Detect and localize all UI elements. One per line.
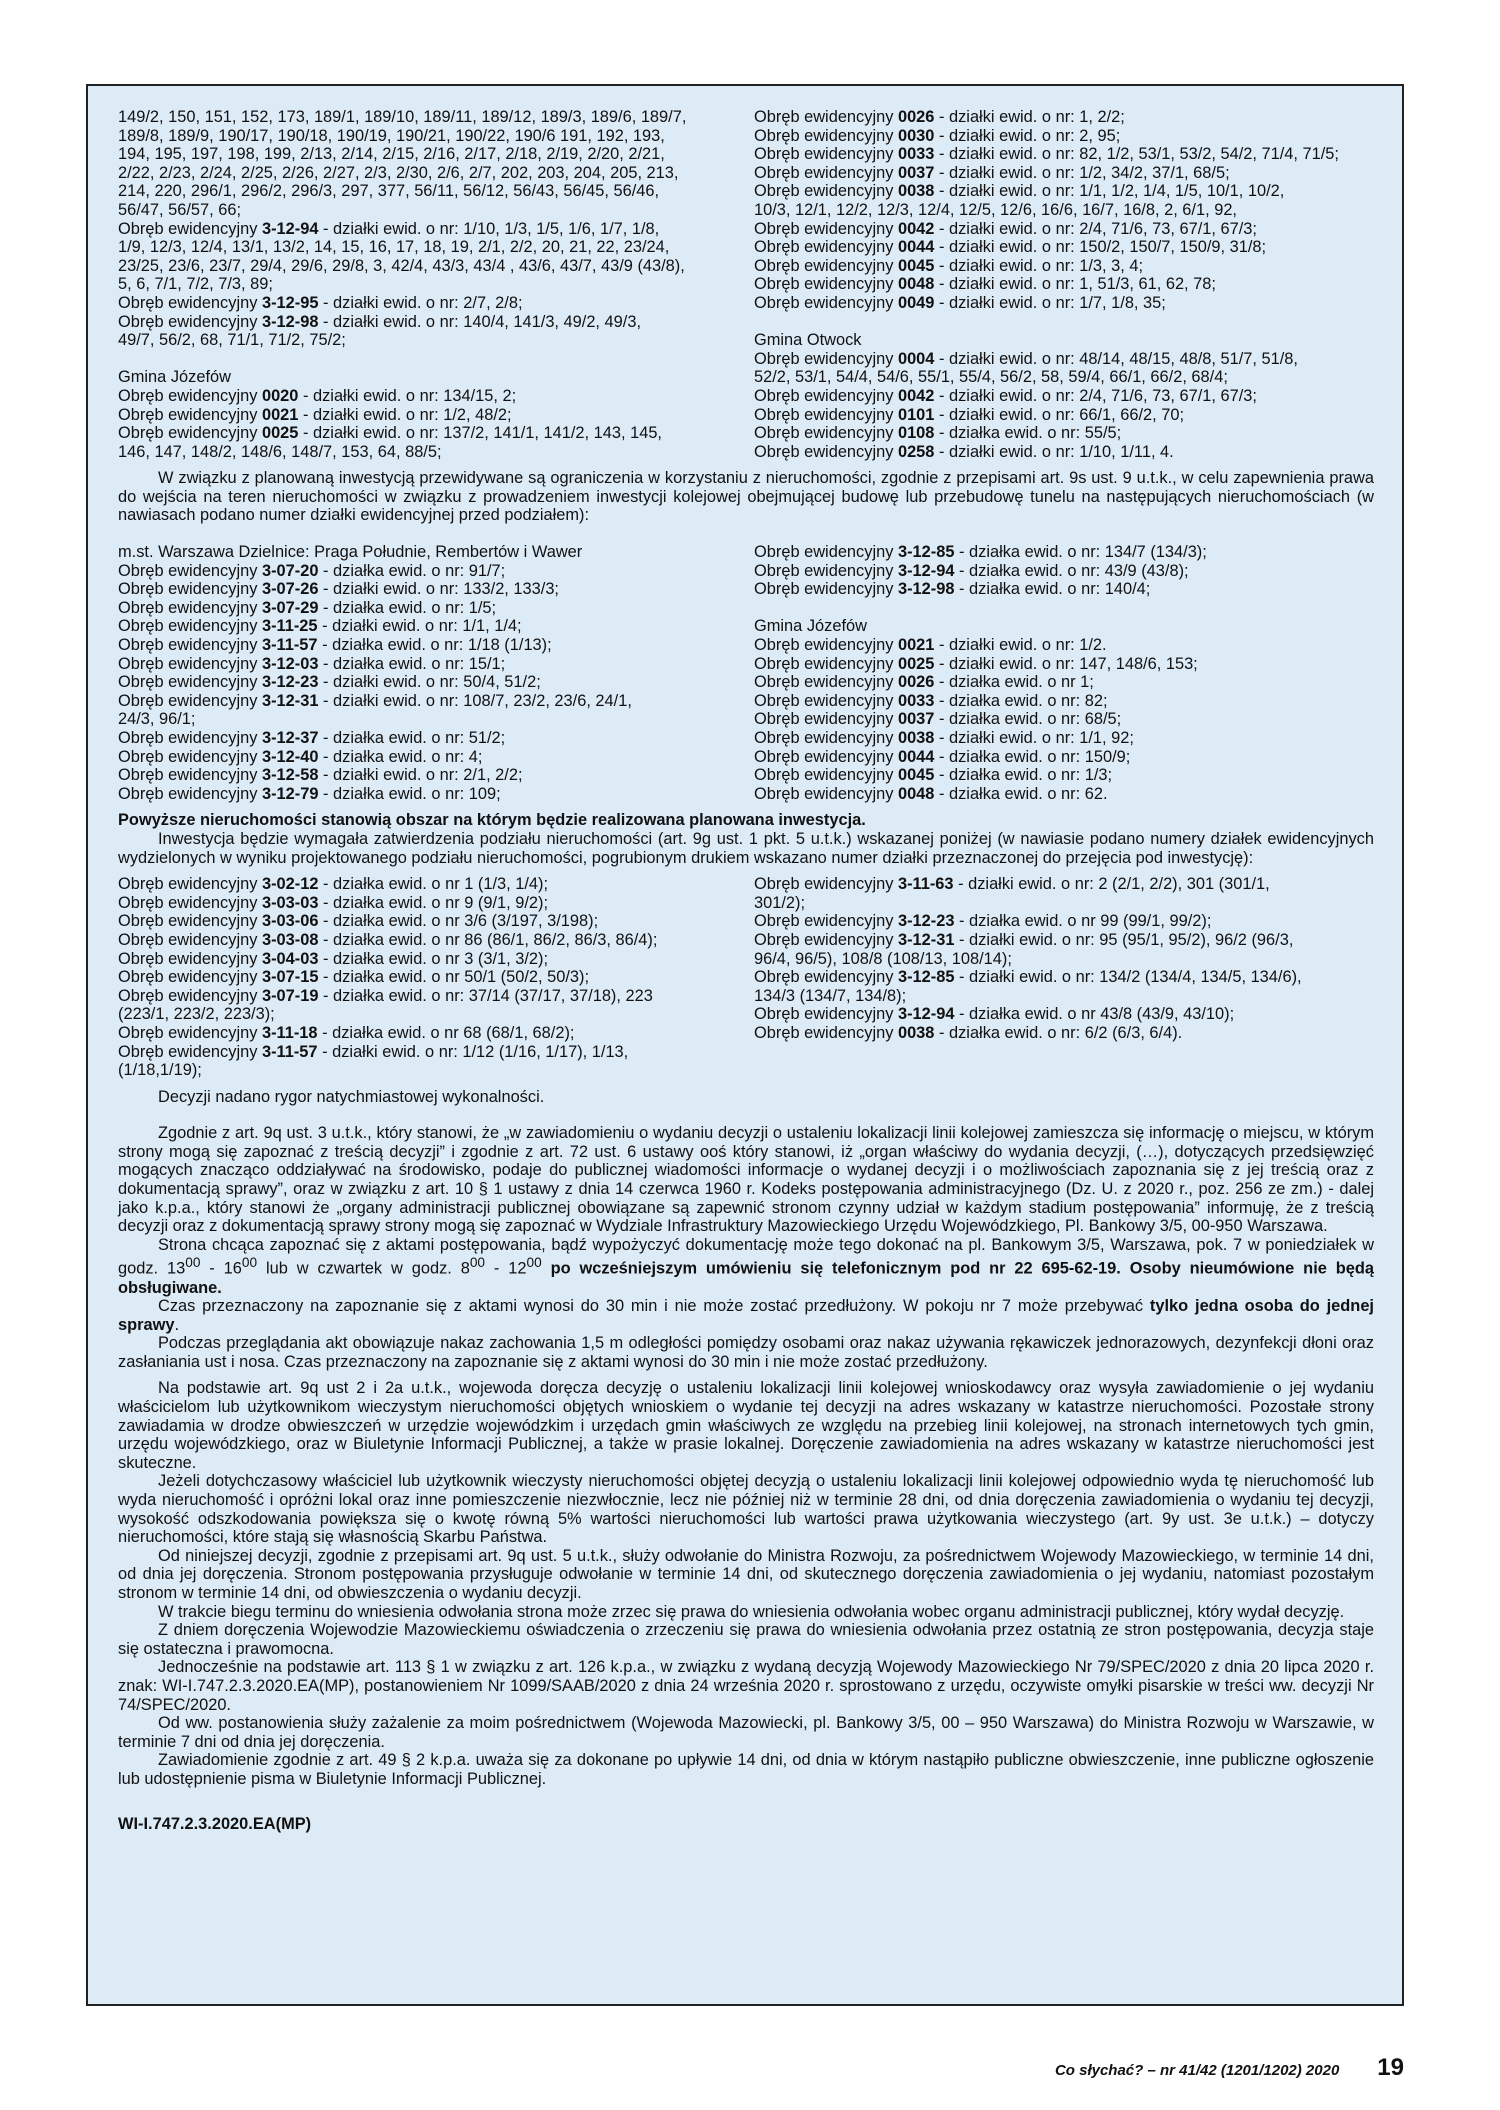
- plot-list-line: Obręb ewidencyjny 0048 - działki ewid. o nr: 1, 51/3, 61, 62, 78;: [754, 275, 1216, 294]
- paragraph-final-decision: Z dniem doręczenia Wojewodzie Mazowieckiemu oświadczenia o zrzeczeniu się prawa do wniesienia odwołania przez ostatnią ze stron postępowania, decyzja staje się ostateczna i prawomocna.: [118, 1621, 1374, 1658]
- plot-list-line: Obręb ewidencyjny 0042 - działki ewid. o nr: 2/4, 71/6, 73, 67/1, 67/3;: [754, 219, 1257, 238]
- plot-list-line: Obręb ewidencyjny 3-12-37 - działka ewid. o nr: 51/2;: [118, 729, 506, 747]
- plot-list-line: Obręb ewidencyjny 0038 - działka ewid. o nr: 6/2 (6/3, 6/4).: [754, 1023, 1183, 1042]
- plot-list-line: [118, 350, 738, 369]
- plot-list-line: Obręb ewidencyjny 3-11-63 - działki ewid. o nr: 2 (2/1, 2/2), 301 (301/1,: [754, 875, 1270, 894]
- paragraph-time-limit: [118, 1297, 1374, 1334]
- plot-list-line: Obręb ewidencyjny 3-07-29 - działka ewid. o nr: 1/5;: [118, 598, 497, 617]
- plot-list-line: Obręb ewidencyjny 0045 - działki ewid. o nr: 1/3, 3, 4;: [754, 256, 1144, 275]
- paragraph-access-info: Zgodnie z art. 9q ust. 3 u.t.k., który stanowi, że „w zawiadomieniu o wydaniu decyzji o ustaleniu lokalizacji linii kolejowej zamieszcza się informację o miejscu, w którym strony mogą się zapoznać z treścią decyzji” i zgodnie z art. 72 ust. 6 ustawy ooś który stanowi, iż „organ właściwy do wydania decyzji, (…), dotyczących przedsięwzięć mogących znacząco oddziaływać na środowisko, podaje do publicznej wiadomości informacje o wydanej decyzji i o możliwościach zapoznania się z jej treścią oraz z dokumentacją sprawy”, oraz w związku z art. 10 § 1 ustawy z dnia 14 czerwca 1960 r. Kodeks postępowania administracyjnego (Dz. U. z 2020 r., poz. 256 ze zm.) - dalej jako k.p.a., który stanowi że „organy administracji publicznej obowiązane są zapewnić stronom czynny udział w każdym stadium postępowania” informuję, że z treścią decyzji oraz z dokumentacją sprawy strony mogą się zapoznać w Wydziale Infrastruktury Mazowieckiego Urzędu Wojewódzkiego, Pl. Bankowy 3/5, 00-950 Warszawa.: [118, 1124, 1374, 1236]
- plot-list-line: Obręb ewidencyjny 3-03-06 - działka ewid. o nr 3/6 (3/197, 3/198);: [118, 912, 599, 931]
- plot-list-line: Obręb ewidencyjny 3-02-12 - działka ewid. o nr 1 (1/3, 1/4);: [118, 875, 549, 894]
- plot-list-line: Obręb ewidencyjny 3-12-03 - działka ewid. o nr: 15/1;: [118, 654, 506, 673]
- plot-list-line: Obręb ewidencyjny 3-12-98 - działka ewid. o nr: 140/4;: [754, 580, 1151, 599]
- plot-list-line: Gmina Józefów: [118, 368, 231, 387]
- plot-list-line: Obręb ewidencyjny 3-07-15 - działka ewid. o nr 50/1 (50/2, 50/3);: [118, 968, 590, 987]
- paragraph-office-hours: [118, 1236, 1374, 1297]
- plot-list-line: Obręb ewidencyjny 3-12-95 - działki ewid. o nr: 2/7, 2/8;: [118, 293, 523, 312]
- plot-list-line: Obręb ewidencyjny 0026 - działka ewid. o nr 1;: [754, 673, 1094, 692]
- plot-list-line: Gmina Otwock: [754, 331, 862, 350]
- block2-right: [754, 543, 1374, 803]
- announcement-box: [86, 84, 1404, 2006]
- plot-list-line: Obręb ewidencyjny 3-11-25 - działki ewid. o nr: 1/1, 1/4;: [118, 617, 522, 636]
- page-number: 19: [1377, 2054, 1404, 2081]
- plot-list-line: Obręb ewidencyjny 0258 - działki ewid. o nr: 1/10, 1/11, 4.: [754, 442, 1174, 461]
- plot-list-line: Obręb ewidencyjny 0042 - działki ewid. o nr: 2/4, 71/6, 73, 67/1, 67/3;: [754, 386, 1257, 405]
- plot-list-line: Obręb ewidencyjny 3-12-94 - działka ewid. o nr: 43/9 (43/8);: [754, 561, 1189, 580]
- plot-list-line: Obręb ewidencyjny 3-12-85 - działka ewid. o nr: 134/7 (134/3);: [754, 543, 1207, 562]
- plot-list-line: 96/4, 96/5), 108/8 (108/13, 108/14);: [754, 949, 1012, 968]
- plot-list-line: Obręb ewidencyjny 0108 - działka ewid. o nr: 55/5;: [754, 424, 1122, 443]
- block1: [118, 108, 1374, 461]
- time-limit-text-c: .: [174, 1315, 180, 1334]
- plot-list-line: (223/1, 223/2, 223/3);: [118, 1005, 275, 1024]
- plot-list-line: Obręb ewidencyjny 0037 - działka ewid. o nr: 68/5;: [754, 710, 1122, 729]
- hours-text-a: Strona chcąca zapoznać się z aktami postępowania, bądź wypożyczyć dokumentację może tego dokonać na pl. Bankowym 3/5, Warszawa, pok. 7 w poniedziałek w godz. 13: [118, 1235, 1374, 1278]
- paragraph-delivery: Na podstawie art. 9q ust 2 i 2a u.t.k., wojewoda doręcza decyzję o ustaleniu lokalizacji linii kolejowej wnioskodawcy oraz wysyła zawiadomienie o jej wydaniu właścicielom lub użytkownikom wieczystym nieruchomości objętych wnioskiem o wydanie tej decyzji na adres wskazany w katastrze nieruchomości. Pozostałe strony zawiadamia w drodze obwieszczeń w urzędzie wojewódzkim i urzędach gmin właściwych ze względu na przebieg linii kolejowej, na stronach internetowych tych gmin, urzędu wojewódzkiego, oraz w Biuletynie Informacji Publicznej, a także w prasie lokalnej. Doręczenie zawiadomienia na adres wskazany w katastrze nieruchomości jest skuteczne.: [118, 1379, 1374, 1472]
- plot-list-line: 2/22, 2/23, 2/24, 2/25, 2/26, 2/27, 2/3, 2/30, 2/6, 2/7, 202, 203, 204, 205, 213,: [118, 163, 679, 182]
- plot-list-line: Obręb ewidencyjny 0021 - działki ewid. o nr: 1/2, 48/2;: [118, 405, 512, 424]
- plot-list-line: Obręb ewidencyjny 0021 - działki ewid. o nr: 1/2.: [754, 636, 1107, 655]
- plot-list-line: 56/47, 56/57, 66;: [118, 200, 242, 219]
- plot-list-line: Obręb ewidencyjny 0033 - działka ewid. o nr: 82;: [754, 691, 1108, 710]
- plot-list-line: Obręb ewidencyjny 3-07-20 - działka ewid. o nr: 91/7;: [118, 561, 506, 580]
- plot-list-line: 149/2, 150, 151, 152, 173, 189/1, 189/10, 189/11, 189/12, 189/3, 189/6, 189/7,: [118, 108, 687, 126]
- plot-list-line: Obręb ewidencyjny 0037 - działki ewid. o nr: 1/2, 34/2, 37/1, 68/5;: [754, 163, 1230, 182]
- plot-list-line: Obręb ewidencyjny 0045 - działka ewid. o nr: 1/3;: [754, 766, 1113, 785]
- plot-list-line: Obręb ewidencyjny 3-11-18 - działka ewid. o nr 68 (68/1, 68/2);: [118, 1023, 575, 1042]
- paragraph-restrictions: W związku z planowaną inwestycją przewidywane są ograniczenia w korzystaniu z nieruchomości, zgodnie z przepisami art. 9s ust. 9 u.t.k., w celu zapewnienia prawa do wejścia na teren nieruchomości w związku z prowadzeniem inwestycji kolejowej obejmującej budowę lub przebudowę tunelu na następujących nieruchomościach (w nawiasach podano numer działki ewidencyjnej przed podziałem):: [118, 469, 1374, 525]
- plot-list-line: Obręb ewidencyjny 0101 - działki ewid. o nr: 66/1, 66/2, 70;: [754, 405, 1185, 424]
- plot-list-line: 214, 220, 296/1, 296/2, 296/3, 297, 377, 56/11, 56/12, 56/43, 56/45, 56/46,: [118, 182, 660, 201]
- plot-list-line: Obręb ewidencyjny 3-07-26 - działki ewid. o nr: 133/2, 133/3;: [118, 580, 559, 599]
- plot-list-line: Obręb ewidencyjny 3-11-57 - działka ewid. o nr: 1/18 (1/13);: [118, 636, 552, 655]
- plot-list-line: 52/2, 53/1, 54/4, 54/6, 55/1, 55/4, 56/2, 58, 59/4, 66/1, 66/2, 68/4;: [754, 368, 1228, 387]
- plot-list-line: Obręb ewidencyjny 0044 - działka ewid. o nr: 150/9;: [754, 747, 1131, 766]
- plot-list-line: [754, 599, 1374, 618]
- plot-list-line: Obręb ewidencyjny 0004 - działki ewid. o nr: 48/14, 48/15, 48/8, 51/7, 51/8,: [754, 349, 1298, 368]
- hours-sup-1: 00: [185, 1255, 201, 1271]
- plot-list-line: Obręb ewidencyjny 3-12-58 - działki ewid. o nr: 2/1, 2/2;: [118, 766, 523, 785]
- plot-list-line: 5, 6, 7/1, 7/2, 7/3, 89;: [118, 275, 273, 294]
- hours-text-b: - 16: [200, 1259, 242, 1278]
- block2-left: [118, 543, 738, 803]
- paragraph-waiver: W trakcie biegu terminu do wniesienia odwołania strona może zrzec się prawa do wniesienia odwołania wobec organu administracji publicznej, który wydał decyzję.: [158, 1602, 1345, 1621]
- plot-list-line: Obręb ewidencyjny 3-04-03 - działka ewid. o nr 3 (3/1, 3/2);: [118, 949, 549, 968]
- plot-list-line: Obręb ewidencyjny 3-12-98 - działki ewid. o nr: 140/4, 141/3, 49/2, 49/3,: [118, 312, 641, 331]
- hours-text-d: - 12: [485, 1259, 527, 1278]
- plot-list-line: Obręb ewidencyjny 0033 - działki ewid. o nr: 82, 1/2, 53/1, 53/2, 54/2, 71/4, 71/5;: [754, 145, 1339, 164]
- case-signature: WI-I.747.2.3.2020.EA(MP): [118, 1814, 312, 1833]
- plot-list-line: Obręb ewidencyjny 3-07-19 - działka ewid. o nr: 37/14 (37/17, 37/18), 223: [118, 986, 653, 1005]
- plot-list-line: Obręb ewidencyjny 0049 - działki ewid. o nr: 1/7, 1/8, 35;: [754, 293, 1166, 312]
- plot-list-line: Obręb ewidencyjny 0044 - działki ewid. o nr: 150/2, 150/7, 150/9, 31/8;: [754, 238, 1267, 257]
- plot-list-line: Obręb ewidencyjny 3-12-94 - działka ewid. o nr 43/8 (43/9, 43/10);: [754, 1005, 1235, 1024]
- block1-right: [754, 108, 1374, 461]
- paragraph-division: Inwestycja będzie wymagała zatwierdzenia podziału nieruchomości (art. 9g ust. 1 pkt. 5 u.t.k.) wskazanej poniżej (w nawiasie podano numery działek ewidencyjnych wydzielonych w wyniku projektowanego podziału nieruchomości, pogrubionym drukiem wskazano numer działki przeznaczonej do przejęcia pod inwestycję):: [118, 829, 1374, 867]
- block2: [118, 543, 1374, 803]
- hours-text-e: po wcześniejszym umówieniu się telefonicznym pod nr 22 695-62-19. Osoby nieumówione nie będą obsługiwane.: [118, 1259, 1375, 1297]
- block3-left: [118, 875, 738, 1080]
- plot-list-line: Obręb ewidencyjny 0038 - działki ewid. o nr: 1/1, 92;: [754, 729, 1134, 747]
- plot-list-line: Obręb ewidencyjny 3-12-94 - działki ewid. o nr: 1/10, 1/3, 1/5, 1/6, 1/7, 1/8,: [118, 219, 660, 238]
- plot-list-line: 134/3 (134/7, 134/8);: [754, 986, 907, 1005]
- plot-list-line: 1/9, 12/3, 12/4, 13/1, 13/2, 14, 15, 16, 17, 18, 19, 2/1, 2/2, 20, 21, 22, 23/24,: [118, 238, 670, 257]
- plot-list-line: 189/8, 189/9, 190/17, 190/18, 190/19, 190/21, 190/22, 190/6 191, 192, 193,: [118, 126, 665, 145]
- publication-title: Co słychać? – nr 41/42 (1201/1202) 2020: [1054, 2062, 1340, 2079]
- plot-list-line: Obręb ewidencyjny 0048 - działka ewid. o nr: 62.: [754, 784, 1108, 803]
- plot-list-line: Obręb ewidencyjny 3-12-31 - działki ewid. o nr: 108/7, 23/2, 23/6, 24/1,: [118, 691, 632, 710]
- hours-text-c: lub w czwartek w godz. 8: [257, 1259, 470, 1278]
- plot-list-line: Obręb ewidencyjny 3-12-85 - działki ewid. o nr: 134/2 (134/4, 134/5, 134/6),: [754, 968, 1302, 987]
- hours-sup-4: 00: [526, 1255, 542, 1271]
- plot-list-line: 10/3, 12/1, 12/2, 12/3, 12/4, 12/5, 12/6, 16/6, 16/7, 16/8, 2, 6/1, 92,: [754, 200, 1237, 219]
- plot-list-line: Obręb ewidencyjny 3-12-23 - działka ewid. o nr 99 (99/1, 99/2);: [754, 912, 1212, 931]
- plot-list-line: Obręb ewidencyjny 0025 - działki ewid. o nr: 147, 148/6, 153;: [754, 654, 1198, 673]
- paragraph-correction: Jednocześnie na podstawie art. 113 § 1 w związku z art. 126 k.p.a., w związku z wydaną decyzją Wojewody Mazowieckiego Nr 79/SPEC/2020 z dnia 20 lipca 2020 r. znak: WI-I.747.2.3.2020.EA(MP), postanowieniem Nr 1099/SAAB/2020 z dnia 24 września 2020 r. sprostowano z urzędu, oczywiste omyłki pisarskie w treści ww. decyzji Nr 74/SPEC/2020.: [118, 1658, 1374, 1714]
- plot-list-line: 49/7, 56/2, 68, 71/1, 71/2, 75/2;: [118, 331, 346, 350]
- plot-list-line: (1/18,1/19);: [118, 1061, 202, 1080]
- page-footer: [1055, 2054, 1404, 2082]
- block3: [118, 875, 1374, 1080]
- plot-list-line: Obręb ewidencyjny 3-03-03 - działka ewid. o nr 9 (9/1, 9/2);: [118, 893, 549, 912]
- plot-list-line: Obręb ewidencyjny 3-12-23 - działki ewid. o nr: 50/4, 51/2;: [118, 673, 541, 692]
- paragraph-notice-effective: Zawiadomienie zgodnie z art. 49 § 2 k.p.a. uważa się za dokonane po upływie 14 dni, od dnia w którym nastąpiło publiczne obwieszczenie, inne publiczne ogłoszenie lub udostępnienie pisma w Biuletynie Informacji Publicznej.: [118, 1751, 1374, 1788]
- plot-list-line: Obręb ewidencyjny 0026 - działki ewid. o nr: 1, 2/2;: [754, 108, 1125, 126]
- headline-investment-area: Powyższe nieruchomości stanowią obszar na którym będzie realizowana planowana inwestycja.: [118, 811, 866, 830]
- time-limit-text-b: tylko jedna osoba do jednej sprawy: [118, 1297, 1374, 1334]
- plot-list-line: Obręb ewidencyjny 0038 - działki ewid. o nr: 1/1, 1/2, 1/4, 1/5, 10/1, 10/2,: [754, 182, 1285, 201]
- plot-list-line: Obręb ewidencyjny 3-11-57 - działki ewid. o nr: 1/12 (1/16, 1/17), 1/13,: [118, 1042, 629, 1061]
- paragraph-complaint: Od ww. postanowienia służy zażalenie za moim pośrednictwem (Wojewoda Mazowiecki, pl. Bankowy 3/5, 00 – 950 Warszawa) do Ministra Rozwoju w Warszawie, w terminie 7 dni od dnia jej doręczenia.: [118, 1714, 1374, 1751]
- plot-list-line: 194, 195, 197, 198, 199, 2/13, 2/14, 2/15, 2/16, 2/17, 2/18, 2/19, 2/20, 2/21,: [118, 145, 665, 164]
- plot-list-line: Gmina Józefów: [754, 617, 867, 636]
- plot-list-line: Obręb ewidencyjny 3-12-79 - działka ewid. o nr: 109;: [118, 784, 501, 803]
- plot-list-line: [754, 313, 1374, 332]
- plot-list-line: m.st. Warszawa Dzielnice: Praga Południe, Rembertów i Wawer: [118, 543, 583, 562]
- time-limit-text-a: Czas przeznaczony na zapoznanie się z aktami wynosi do 30 min i nie może zostać przedłużony. W pokoju nr 7 może przebywać: [158, 1297, 1150, 1316]
- plot-list-line: Obręb ewidencyjny 0020 - działki ewid. o nr: 134/15, 2;: [118, 386, 517, 405]
- hours-sup-3: 00: [469, 1255, 486, 1271]
- paragraph-compensation: Jeżeli dotychczasowy właściciel lub użytkownik wieczysty nieruchomości objętej decyzją o ustaleniu lokalizacji linii kolejowej odpowiednio wyda tę nieruchomość lub wyda nieruchomość i opróżni lokal oraz inne pomieszczenie niezwłocznie, lecz nie później niż w terminie 28 dni, od dnia doręczenia zawiadomienia o wydaniu tej decyzji, wysokość odszkodowania powiększa się o kwotę równą 5% wartości nieruchomości lub wartości prawa użytkowania wieczystego (art. 9y ust. 3e u.t.k.) – dotyczy nieruchomości, które stają się własnością Skarbu Państwa.: [118, 1472, 1374, 1547]
- plot-list-line: Obręb ewidencyjny 3-12-31 - działki ewid. o nr: 95 (95/1, 95/2), 96/2 (96/3,: [754, 930, 1294, 949]
- block3-right: [754, 875, 1374, 1080]
- plot-list-line: 24/3, 96/1;: [118, 710, 196, 729]
- plot-list-line: 301/2);: [754, 893, 806, 912]
- plot-list-line: 146, 147, 148/2, 148/6, 148/7, 153, 64, 88/5;: [118, 442, 442, 461]
- plot-list-line: 23/25, 23/6, 23/7, 29/4, 29/6, 29/8, 3, 42/4, 43/3, 43/4 , 43/6, 43/7, 43/9 (43/8),: [118, 256, 685, 275]
- plot-list-line: Obręb ewidencyjny 0030 - działki ewid. o nr: 2, 95;: [754, 126, 1121, 145]
- plot-list-line: Obręb ewidencyjny 3-03-08 - działka ewid. o nr 86 (86/1, 86/2, 86/3, 86/4);: [118, 930, 658, 949]
- block1-left: [118, 108, 738, 461]
- plot-list-line: Obręb ewidencyjny 3-12-40 - działka ewid. o nr: 4;: [118, 747, 483, 766]
- paragraph-appeal: Od niniejszej decyzji, zgodnie z przepisami art. 9q ust. 5 u.t.k., służy odwołanie do Ministra Rozwoju, za pośrednictwem Wojewody Mazowieckiego, w terminie 14 dni, od dnia jej doręczenia. Stronom postępowania przysługuje odwołanie w terminie 14 dni, od skutecznego doręczenia zawiadomienia o jej wydaniu, natomiast pozostałym stronom w terminie 14 dni, od obwieszczenia o wydaniu decyzji.: [118, 1546, 1374, 1602]
- hours-sup-2: 00: [241, 1255, 258, 1271]
- plot-list-line: Obręb ewidencyjny 0025 - działki ewid. o nr: 137/2, 141/1, 141/2, 143, 145,: [118, 424, 662, 443]
- paragraph-sanitary-rules: Podczas przeglądania akt obowiązuje nakaz zachowania 1,5 m odległości pomiędzy osobami oraz nakaz używania rękawiczek jednorazowych, dezynfekcji dłoni oraz zasłaniania ust i nosa. Czas przeznaczony na zapoznanie się z aktami wynosi do 30 min i nie może zostać przedłużony.: [118, 1334, 1374, 1371]
- paragraph-rygor: Decyzji nadano rygor natychmiastowej wykonalności.: [158, 1087, 545, 1106]
